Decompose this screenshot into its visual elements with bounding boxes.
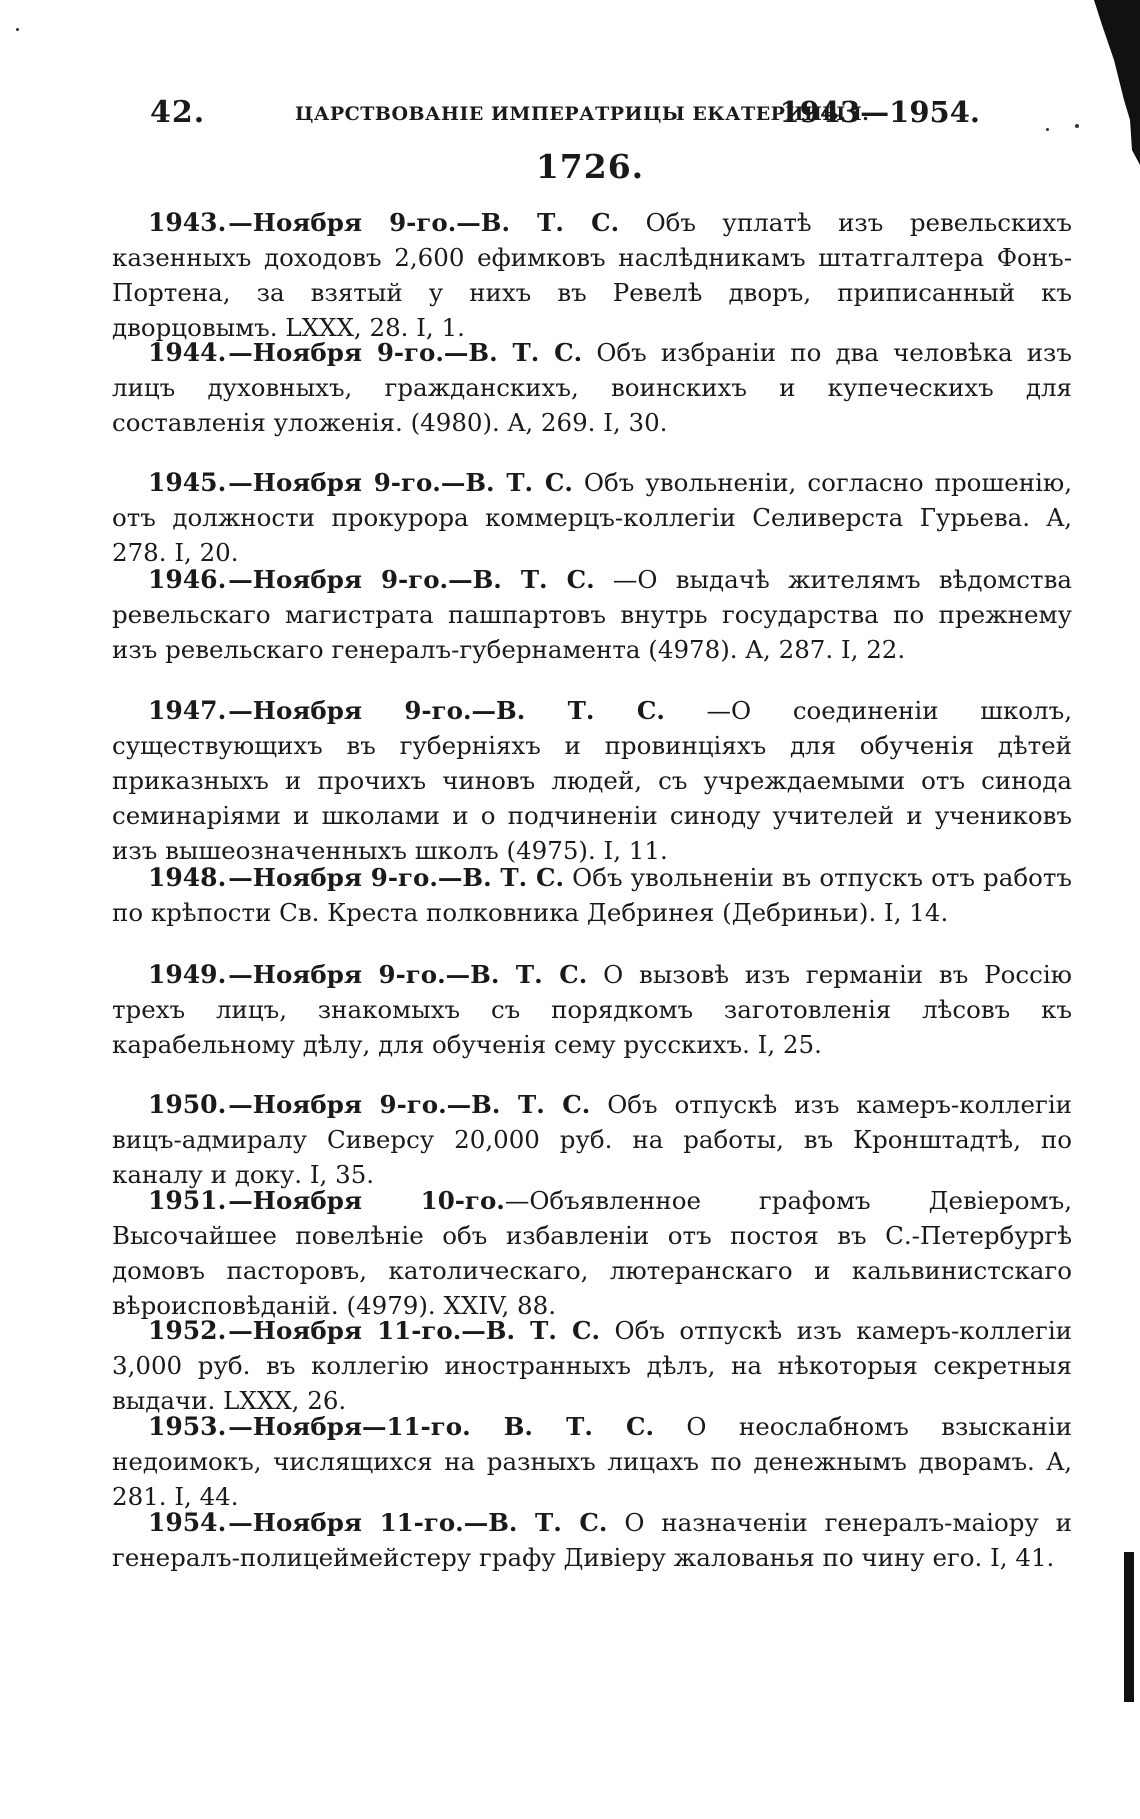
entry-number: 1949. [148, 960, 227, 989]
entry-1950 [112, 1087, 1072, 1192]
entry-date: —Ноября 11-го.—В. Т. С. [228, 1316, 601, 1345]
entry-number: 1943. [148, 208, 227, 237]
entry-1945 [112, 465, 1072, 570]
entry-text: О неослабномъ взысканіи недоимокъ, числящихся на разныхъ лицахъ по денежнымъ дворамъ. A, 281. I, 44. [112, 1412, 1072, 1511]
running-head [150, 95, 980, 135]
entry-number: 1946. [148, 565, 227, 594]
entry-date: —Ноября 9-го.—В. Т. С. [228, 565, 595, 594]
entry-date: —Ноября 9-го.—В. Т. С. [228, 960, 588, 989]
entry-1952 [112, 1313, 1072, 1418]
year-heading: 1726. [535, 147, 645, 186]
entry-text: Объ увольненіи, согласно прошенію, отъ должности прокурора коммерцъ-коллегіи Селиверста Гурьева. A, 278. I, 20. [112, 468, 1072, 567]
entry-1946 [112, 562, 1072, 667]
entry-1943 [112, 205, 1072, 345]
scan-edge-bar [1124, 1552, 1134, 1702]
entry-1953 [112, 1409, 1072, 1514]
entry-text: Объ избраніи по два человѣка изъ лицъ духовныхъ, гражданскихъ, воинскихъ и купеческихъ для составленія уложенія. (4980). A, 269. I, 30. [112, 338, 1072, 437]
entry-1947 [112, 693, 1072, 868]
entry-number: 1952. [148, 1316, 227, 1345]
entry-date: —Ноября 9-го.—В. Т. С. [228, 338, 583, 367]
page-number: 42. [150, 95, 206, 130]
entry-number: 1951. [148, 1186, 227, 1215]
entry-range: 1943—1954. [779, 95, 980, 129]
entry-text: О назначеніи генералъ-маіору и генералъ-полицеймейстеру графу Дивіеру жалованья по чину его. I, 41. [112, 1508, 1072, 1572]
scan-speck [1046, 128, 1049, 131]
entry-number: 1948. [148, 863, 227, 892]
entry-text: Объ отпускѣ изъ камеръ-коллегіи вицъ-адмиралу Сиверсу 20,000 руб. на работы, въ Кронштадтѣ, по каналу и доку. I, 35. [112, 1090, 1072, 1189]
entry-text: —Объявленное графомъ Девіеромъ, Высочайшее повелѣніе объ избавленіи отъ постоя въ С.-Петербургѣ домовъ пасторовъ, католическаго, лютеранскаго и кальвинистскаго вѣроисповѣданій. (4979). XXIV, 88. [112, 1186, 1072, 1320]
entry-number: 1944. [148, 338, 227, 367]
scan-edge-shadow [1094, 0, 1140, 165]
entry-text: О вызовѣ изъ германіи въ Россію трехъ лицъ, знакомыхъ съ порядкомъ заготовленія лѣсовъ къ карабельному дѣлу, для обученія сему русскихъ. I, 25. [112, 960, 1072, 1059]
entry-date: —Ноября 11-го.—В. Т. С. [228, 1508, 608, 1537]
entry-number: 1953. [148, 1412, 227, 1441]
entry-date: —Ноября 9-го.—В. Т. С. [228, 696, 665, 725]
entry-date: —Ноября 10-го. [228, 1186, 505, 1215]
scan-speck [16, 28, 19, 31]
entry-date: —Ноября 9-го.—В. Т. С. [228, 1090, 591, 1119]
entry-1948 [112, 860, 1072, 930]
entry-date: —Ноября—11-го. В. Т. С. [228, 1412, 655, 1441]
entry-text: Объ уплатѣ изъ ревельскихъ казенныхъ доходовъ 2,600 ефимковъ наслѣдникамъ штатгалтера Фонъ-Портена, за взятый у нихъ въ Ревелѣ дворъ, приписанный къ дворцовымъ. LXXX, 28. I, 1. [112, 208, 1072, 342]
entry-text: Объ увольненіи въ отпускъ отъ работъ по крѣпости Св. Креста полковника Дебринея (Дебриньи). I, 14. [112, 863, 1072, 927]
entry-text: —О выдачѣ жителямъ вѣдомства ревельскаго магистрата пашпартовъ внутрь государства по прежнему изъ ревельскаго генералъ-губернамента (4978). A, 287. I, 22. [112, 565, 1072, 664]
entry-date: —Ноября 9-го.—В. Т. С. [228, 468, 573, 497]
entry-1951 [112, 1183, 1072, 1323]
scan-speck [1075, 124, 1079, 128]
entry-number: 1945. [148, 468, 227, 497]
entry-number: 1947. [148, 696, 227, 725]
running-title: ЦАРСТВОВАНІЕ ИМПЕРАТРИЦЫ ЕКАТЕРИНЫ I. [295, 103, 870, 125]
entry-1954 [112, 1505, 1072, 1575]
entry-1944 [112, 335, 1072, 440]
entry-number: 1950. [148, 1090, 227, 1119]
entry-text: Объ отпускѣ изъ камеръ-коллегіи 3,000 руб. въ коллегію иностранныхъ дѣлъ, на нѣкоторыя секретныя выдачи. LXXX, 26. [112, 1316, 1072, 1415]
entry-date: —Ноября 9-го.—В. Т. С. [228, 208, 620, 237]
entry-date: —Ноября 9-го.—В. Т. С. [228, 863, 565, 892]
entry-1949 [112, 957, 1072, 1062]
entry-text: —О соединеніи школъ, существующихъ въ губерніяхъ и провинціяхъ для обученія дѣтей приказныхъ и прочихъ чиновъ людей, съ учреждаемыми отъ синода семинаріями и школами и о подчиненіи синоду учителей и учениковъ изъ вышеозначенныхъ школъ (4975). I, 11. [112, 696, 1072, 865]
entry-number: 1954. [148, 1508, 227, 1537]
